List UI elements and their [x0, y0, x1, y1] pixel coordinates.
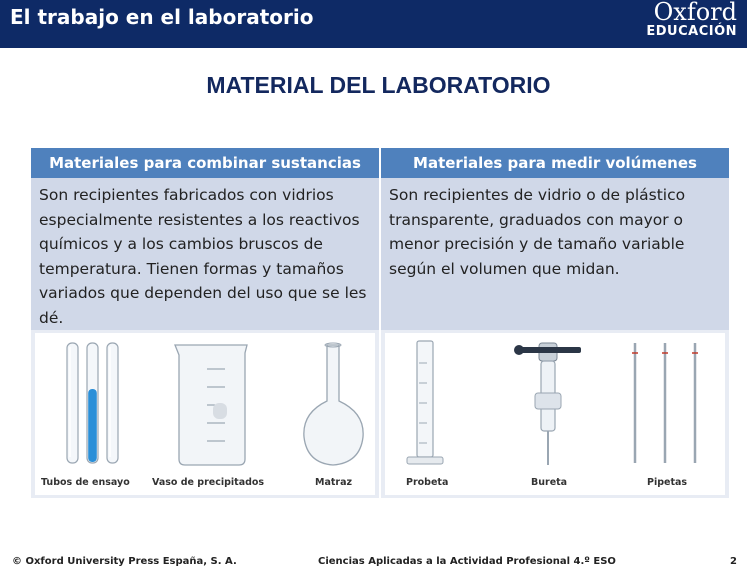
column-measure: [381, 148, 729, 498]
caption-beaker: Vaso de precipitados: [152, 477, 265, 488]
logo-subtitle: EDUCACIÓN: [646, 24, 737, 39]
image-row-measure: [381, 330, 729, 498]
column-heading-combine: Materiales para combinar sustancias: [31, 148, 379, 178]
logo-wordmark: Oxford: [653, 0, 737, 26]
graduated-cylinder-icon: [407, 341, 443, 464]
footer-page-number: 2: [730, 556, 737, 567]
column-text-combine: Son recipientes fabricados con vidrios especialmente resistentes a los reactivos químicos y a los cambios bruscos de temperatura. Tienen formas y tamaños variados que dependen del uso que se les dé.: [31, 178, 379, 330]
image-panel-combine: [35, 333, 375, 495]
image-panel-measure: [385, 333, 725, 495]
column-text-measure: Son recipientes de vidrio o de plástico transparente, graduados con mayor o menor precisión y de tamaño variable según el volumen que midan.: [381, 178, 729, 330]
caption-pipettes: Pipetas: [647, 477, 688, 488]
caption-burette: Bureta: [531, 477, 568, 488]
image-row-combine: [31, 330, 379, 498]
column-combine: [31, 148, 379, 498]
combine-equipment-illustration: [35, 333, 375, 495]
column-heading-measure: Materiales para medir volúmenes: [381, 148, 729, 178]
burette-icon: [514, 343, 581, 465]
header-title: El trabajo en el laboratorio: [10, 5, 314, 29]
slide-title: MATERIAL DEL LABORATORIO: [206, 72, 551, 98]
caption-test-tubes: Tubos de ensayo: [41, 477, 130, 488]
caption-flask: Matraz: [315, 477, 353, 488]
header-bar: [0, 0, 747, 48]
materials-table: [31, 148, 729, 498]
caption-graduated-cylinder: Probeta: [406, 477, 449, 488]
footer-copyright: © Oxford University Press España, S. A.: [12, 556, 237, 567]
footer-course: Ciencias Aplicadas a la Actividad Profesional 4.º ESO: [318, 556, 616, 567]
beaker-icon: [175, 345, 247, 465]
measure-equipment-illustration: [385, 333, 725, 495]
pipettes-icon: [632, 343, 698, 463]
test-tubes-icon: [67, 343, 118, 463]
oxford-logo: [646, 0, 737, 40]
flask-icon: [304, 343, 363, 465]
